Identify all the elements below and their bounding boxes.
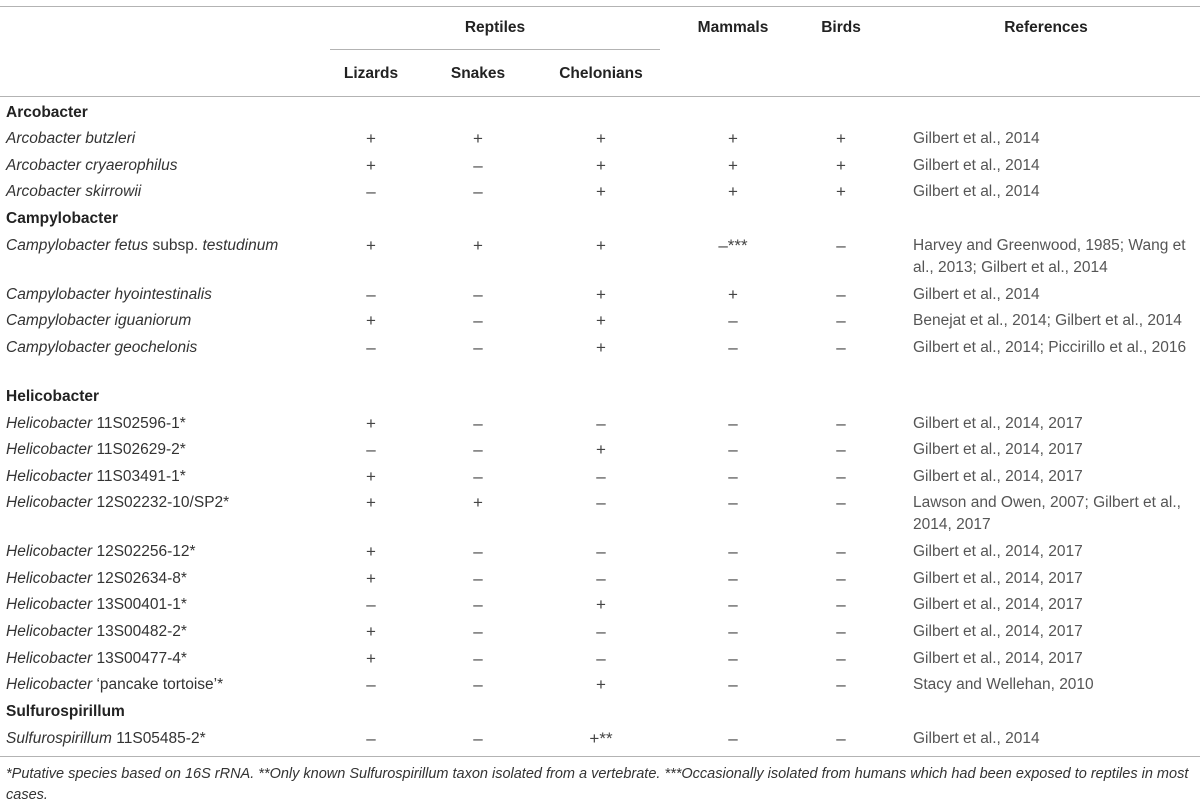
header-birds: Birds: [821, 19, 861, 36]
cell-birds: –: [836, 493, 846, 512]
cell-chelonians: –: [596, 569, 606, 588]
table-footnote: *Putative species based on 16S rRNA. **Only known Sulfurospirillum taxon isolated from a vertebrate. ***Occasionally isolated from humans which had been exposed to reptiles in most cases.: [6, 766, 1189, 803]
cell-chelonians: –: [596, 542, 606, 561]
species-genus: Campylobacter fetus: [6, 237, 149, 254]
cell-birds: –: [836, 622, 846, 641]
species-epithet: 12S02256-12*: [92, 543, 196, 560]
cell-chelonians: –: [596, 622, 606, 641]
species-subspecies: testudinum: [202, 237, 279, 254]
reference-cell: Gilbert et al., 2014, 2017: [913, 441, 1083, 458]
cell-snakes: –: [473, 649, 483, 668]
cell-lizards: –: [366, 729, 376, 748]
cell-mammals: +: [728, 182, 738, 201]
cell-birds: –: [836, 675, 846, 694]
cell-mammals: –: [728, 649, 738, 668]
reference-cell: Gilbert et al., 2014; Piccirillo et al., 2016: [913, 339, 1187, 356]
header-reptiles: Reptiles: [464, 19, 526, 36]
cell-snakes: –: [473, 311, 483, 330]
species-name: [6, 674, 223, 696]
cell-lizards: +: [366, 129, 376, 148]
cell-mammals: –: [728, 542, 738, 561]
species-name: [6, 310, 191, 332]
species-name: [6, 337, 197, 359]
cell-chelonians: +: [596, 440, 606, 459]
group-heading: Campylobacter: [6, 210, 118, 227]
species-genus: Helicobacter: [6, 623, 93, 640]
cell-snakes: –: [473, 729, 483, 748]
cell-snakes: –: [473, 440, 483, 459]
species-genus: Arcobacter: [6, 183, 81, 200]
header-mammals: Mammals: [697, 19, 769, 36]
cell-mammals: –: [728, 729, 738, 748]
species-epithet: 13S00482-2*: [92, 623, 187, 640]
species-epithet: iguaniorum: [110, 312, 192, 329]
cell-birds: –: [836, 595, 846, 614]
species-name: [6, 413, 186, 435]
cell-snakes: +: [473, 129, 483, 148]
species-name: [6, 541, 196, 563]
cell-mammals: +: [728, 285, 738, 304]
cell-lizards: –: [366, 285, 376, 304]
species-genus: Helicobacter: [6, 650, 93, 667]
reptiles-span-rule: [330, 49, 660, 50]
header-lizards: Lizards: [343, 65, 399, 82]
header-snakes: Snakes: [450, 65, 506, 82]
reference-cell: Gilbert et al., 2014, 2017: [913, 596, 1083, 613]
cell-snakes: –: [473, 467, 483, 486]
cell-birds: –: [836, 649, 846, 668]
cell-snakes: –: [473, 569, 483, 588]
reference-cell: Gilbert et al., 2014, 2017: [913, 623, 1083, 640]
cell-lizards: –: [366, 595, 376, 614]
species-epithet: 11S03491-1*: [92, 468, 186, 485]
cell-birds: +: [836, 129, 846, 148]
species-genus: Helicobacter: [6, 415, 93, 432]
cell-chelonians: +: [596, 675, 606, 694]
cell-birds: +: [836, 182, 846, 201]
cell-birds: –: [836, 542, 846, 561]
species-genus: Helicobacter: [6, 468, 93, 485]
cell-snakes: –: [473, 182, 483, 201]
cell-lizards: –: [366, 338, 376, 357]
cell-birds: –: [836, 338, 846, 357]
species-name: [6, 594, 187, 616]
species-epithet: 13S00477-4*: [92, 650, 187, 667]
cell-snakes: –: [473, 542, 483, 561]
cell-lizards: +: [366, 649, 376, 668]
cell-birds: –: [836, 467, 846, 486]
cell-lizards: +: [366, 622, 376, 641]
reference-cell: Gilbert et al., 2014, 2017: [913, 415, 1083, 432]
cell-chelonians: +: [596, 156, 606, 175]
cell-mammals: –: [728, 311, 738, 330]
cell-lizards: +: [366, 493, 376, 512]
cell-chelonians: +: [596, 338, 606, 357]
species-name: [6, 128, 135, 150]
cell-snakes: +: [473, 236, 483, 255]
cell-lizards: –: [366, 675, 376, 694]
species-epithet: 11S02629-2*: [92, 441, 186, 458]
species-epithet: cryaerophilus: [80, 157, 178, 174]
cell-chelonians: –: [596, 467, 606, 486]
cell-snakes: –: [473, 156, 483, 175]
species-genus: Campylobacter: [6, 286, 111, 303]
cell-mammals: –: [728, 414, 738, 433]
species-genus: Campylobacter: [6, 312, 111, 329]
reference-cell: Gilbert et al., 2014: [913, 130, 1040, 147]
reference-cell: Gilbert et al., 2014: [913, 157, 1040, 174]
cell-chelonians: +**: [589, 729, 613, 748]
cell-lizards: +: [366, 414, 376, 433]
species-name: [6, 235, 278, 257]
cell-birds: –: [836, 236, 846, 255]
cell-mammals: –: [728, 622, 738, 641]
species-name: [6, 621, 187, 643]
reference-cell: Gilbert et al., 2014, 2017: [913, 650, 1083, 667]
species-genus: Helicobacter: [6, 676, 93, 693]
header-references: References: [1004, 19, 1088, 36]
cell-lizards: +: [366, 311, 376, 330]
species-name: [6, 439, 186, 461]
species-name: [6, 648, 187, 670]
cell-mammals: –: [728, 569, 738, 588]
cell-birds: –: [836, 440, 846, 459]
cell-birds: –: [836, 311, 846, 330]
cell-mammals: –: [728, 440, 738, 459]
reference-cell: Stacy and Wellehan, 2010: [913, 676, 1094, 693]
species-epithet: subsp.: [148, 237, 203, 254]
cell-mammals: +: [728, 156, 738, 175]
species-epithet: 12S02634-8*: [92, 570, 187, 587]
species-genus: Helicobacter: [6, 543, 93, 560]
species-name: [6, 492, 229, 514]
species-genus: Helicobacter: [6, 570, 93, 587]
species-epithet: skirrowii: [80, 183, 142, 200]
species-genus: Campylobacter: [6, 339, 111, 356]
cell-snakes: –: [473, 338, 483, 357]
species-epithet: geochelonis: [110, 339, 198, 356]
species-genus: Helicobacter: [6, 596, 93, 613]
cell-mammals: +: [728, 129, 738, 148]
cell-snakes: –: [473, 622, 483, 641]
species-epithet: 12S02232-10/SP2*: [92, 494, 230, 511]
cell-lizards: +: [366, 542, 376, 561]
group-heading: Sulfurospirillum: [6, 703, 125, 720]
species-name: [6, 568, 187, 590]
cell-snakes: +: [473, 493, 483, 512]
cell-birds: –: [836, 414, 846, 433]
species-epithet: hyointestinalis: [110, 286, 212, 303]
cell-lizards: +: [366, 569, 376, 588]
cell-chelonians: +: [596, 129, 606, 148]
table-top-rule: [0, 6, 1200, 7]
cell-chelonians: –: [596, 414, 606, 433]
species-epithet: butzleri: [80, 130, 136, 147]
species-epithet: 11S05485-2*: [111, 730, 206, 747]
cell-birds: –: [836, 729, 846, 748]
reference-cell: Gilbert et al., 2014: [913, 730, 1040, 747]
cell-snakes: –: [473, 595, 483, 614]
cell-birds: –: [836, 285, 846, 304]
species-genus: Helicobacter: [6, 494, 93, 511]
cell-snakes: –: [473, 414, 483, 433]
cell-snakes: –: [473, 285, 483, 304]
cell-mammals: –***: [718, 236, 748, 255]
species-name: [6, 728, 206, 750]
cell-mammals: –: [728, 467, 738, 486]
reference-cell: Harvey and Greenwood, 1985; Wang et al., 2013; Gilbert et al., 2014: [913, 237, 1186, 276]
cell-lizards: –: [366, 182, 376, 201]
cell-chelonians: +: [596, 285, 606, 304]
cell-lizards: +: [366, 236, 376, 255]
reference-cell: Benejat et al., 2014; Gilbert et al., 2014: [913, 312, 1182, 329]
species-genus: Sulfurospirillum: [6, 730, 112, 747]
cell-snakes: –: [473, 675, 483, 694]
cell-birds: +: [836, 156, 846, 175]
cell-chelonians: –: [596, 493, 606, 512]
reference-cell: Lawson and Owen, 2007; Gilbert et al., 2014, 2017: [913, 494, 1181, 533]
species-epithet: 13S00401-1*: [92, 596, 187, 613]
cell-chelonians: +: [596, 182, 606, 201]
cell-birds: –: [836, 569, 846, 588]
cell-chelonians: +: [596, 236, 606, 255]
cell-chelonians: +: [596, 595, 606, 614]
cell-lizards: +: [366, 156, 376, 175]
reference-cell: Gilbert et al., 2014: [913, 183, 1040, 200]
species-epithet: ‘pancake tortoise’*: [92, 676, 224, 693]
header-bottom-rule: [0, 96, 1200, 97]
species-genus: Arcobacter: [6, 157, 81, 174]
reference-cell: Gilbert et al., 2014, 2017: [913, 468, 1083, 485]
species-genus: Arcobacter: [6, 130, 81, 147]
cell-mammals: –: [728, 493, 738, 512]
cell-chelonians: –: [596, 649, 606, 668]
table-bottom-rule: [0, 756, 1200, 757]
cell-mammals: –: [728, 595, 738, 614]
species-name: [6, 466, 186, 488]
species-epithet: 11S02596-1*: [92, 415, 186, 432]
cell-mammals: –: [728, 338, 738, 357]
header-chelonians: Chelonians: [559, 65, 643, 82]
cell-chelonians: +: [596, 311, 606, 330]
cell-lizards: –: [366, 440, 376, 459]
reference-cell: Gilbert et al., 2014, 2017: [913, 570, 1083, 587]
reference-cell: Gilbert et al., 2014: [913, 286, 1040, 303]
reference-cell: Gilbert et al., 2014, 2017: [913, 543, 1083, 560]
species-name: [6, 284, 212, 306]
group-heading: Helicobacter: [6, 388, 100, 405]
group-heading: Arcobacter: [6, 104, 88, 121]
cell-lizards: +: [366, 467, 376, 486]
species-genus: Helicobacter: [6, 441, 93, 458]
cell-mammals: –: [728, 675, 738, 694]
species-name: [6, 181, 141, 203]
species-name: [6, 155, 177, 177]
